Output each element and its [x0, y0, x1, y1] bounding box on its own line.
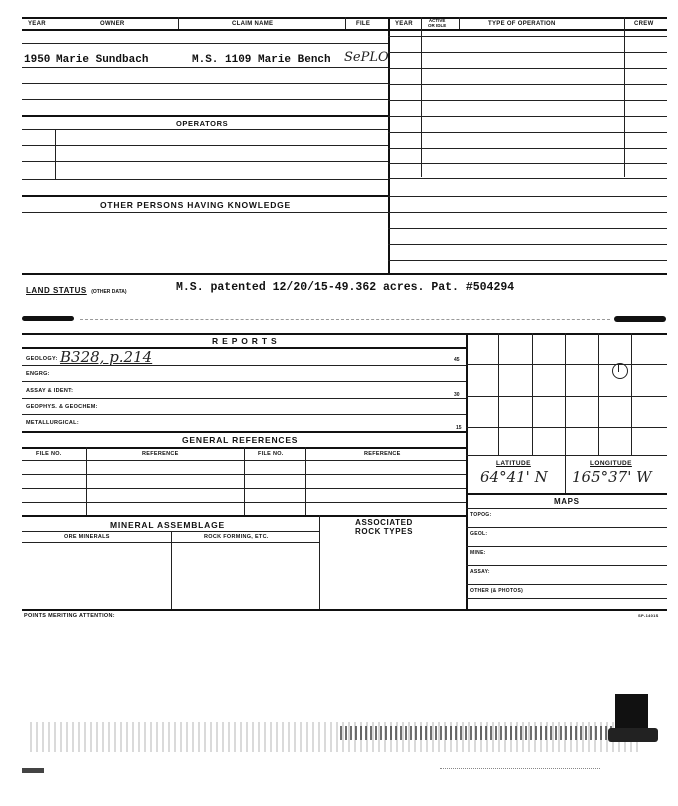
ink-smudge [614, 316, 666, 322]
operators-top-line [22, 115, 388, 117]
land-status-label-group [26, 280, 127, 298]
row-line [22, 502, 466, 503]
num-30: 30 [454, 392, 460, 398]
header-bottom-border [22, 29, 667, 31]
land-status-value: M.S. patented 12/20/15-49.362 acres. Pat. #504294 [176, 281, 515, 294]
year-header: YEAR [28, 21, 46, 27]
type-of-operation-header: TYPE OF OPERATION [488, 21, 556, 27]
right-row-line [388, 228, 667, 229]
grid-line [466, 364, 667, 365]
ref-divider [244, 447, 245, 515]
associated-label-line1: ASSOCIATED [355, 518, 413, 527]
reports-right-divider [466, 333, 468, 609]
entry-owner: Marie Sundbach [56, 54, 149, 66]
row-line [22, 365, 466, 366]
form-code: SP-1401S [638, 613, 659, 618]
row-line [22, 542, 319, 543]
land-status-top-line [22, 273, 667, 275]
latitude-label: LATITUDE [496, 460, 531, 467]
other-persons-top-line [22, 195, 388, 197]
faint-line [440, 768, 600, 769]
maps-geol-label: GEOL: [470, 531, 488, 537]
crew-divider [624, 17, 625, 177]
associated-divider [319, 515, 320, 609]
year2-divider [421, 17, 422, 177]
active-header-line2: OR IDLE [428, 23, 447, 28]
maps-other-label: OTHER (& PHOTOS) [470, 588, 524, 594]
right-row-line [388, 148, 667, 149]
grid-line [498, 333, 499, 455]
right-row-line [388, 260, 667, 261]
ref-divider [86, 447, 87, 515]
mineral-top-line [22, 515, 466, 517]
geophys-label: GEOPHYS. & GEOCHEM: [26, 404, 98, 410]
row-line [22, 161, 388, 162]
row-line [22, 460, 466, 461]
row-line [466, 584, 667, 585]
ref-divider [305, 447, 306, 515]
maps-assay-label: ASSAY: [470, 569, 490, 575]
row-line [22, 129, 388, 130]
associated-label-line2: ROCK TYPES [355, 527, 414, 536]
row-line [22, 83, 388, 84]
assay-ident-label: ASSAY & IDENT: [26, 388, 74, 394]
metallurgical-label: METALLURGICAL: [26, 420, 79, 426]
land-status-label: LAND STATUS [26, 286, 87, 295]
maps-mine-label: MINE: [470, 550, 486, 556]
reference-header-1: REFERENCE [142, 451, 179, 457]
general-references-top [22, 431, 466, 433]
right-row-line [388, 132, 667, 133]
longitude-value-handwritten: 165°37' W [572, 468, 652, 486]
crew-header: CREW [634, 21, 654, 27]
entry-year: 1950 [24, 54, 51, 66]
general-references-label: GENERAL REFERENCES [182, 435, 299, 445]
right-row-line [388, 212, 667, 213]
location-circle-mark [612, 363, 628, 379]
row-line [22, 43, 388, 44]
engrg-label: ENGRG: [26, 371, 50, 377]
maps-label: MAPS [554, 497, 580, 506]
right-row-line [388, 116, 667, 117]
latitude-value-handwritten: 64°41' N [480, 468, 548, 486]
active-divider [459, 17, 460, 29]
row-line [466, 598, 667, 599]
row-line [22, 99, 388, 100]
right-row-line [388, 84, 667, 85]
geology-label: GEOLOGY: [26, 356, 58, 362]
reports-label: R E P O R T S [212, 336, 278, 346]
grid-line [466, 396, 667, 397]
row-line [22, 67, 388, 68]
scan-mark-corner [22, 768, 44, 773]
grid-line [532, 333, 533, 455]
reference-header-2: REFERENCE [364, 451, 401, 457]
scan-mark-block [615, 694, 648, 730]
year2-header: YEAR [395, 21, 413, 27]
file-header: FILE [356, 21, 371, 27]
grid-line [466, 455, 667, 456]
grid-line [631, 333, 632, 455]
other-persons-label: OTHER PERSONS HAVING KNOWLEDGE [100, 200, 292, 210]
row-line [22, 145, 388, 146]
land-status-sub: (OTHER DATA) [91, 289, 127, 295]
scan-noise-dark [340, 726, 620, 740]
location-circle-tick [618, 364, 619, 372]
right-row-line [388, 163, 667, 164]
owner-claim-divider [178, 17, 179, 29]
scan-mark-blot [608, 728, 658, 742]
operators-label: OPERATORS [176, 119, 229, 128]
operators-divider [55, 129, 56, 179]
row-line [466, 546, 667, 547]
owner-header: OWNER [100, 21, 125, 27]
right-row-line [388, 100, 667, 101]
entry-file-handwritten: SePLO [344, 50, 389, 65]
active-header-line1: ACTIVE [428, 18, 446, 23]
row-line [22, 398, 466, 399]
reports-top-line [22, 333, 667, 335]
row-line [22, 212, 388, 213]
right-row-line [388, 196, 667, 197]
mineral-assemblage-label: MINERAL ASSEMBLAGE [110, 520, 225, 530]
associated-rock-types-label [355, 518, 413, 536]
active-header [428, 18, 446, 28]
grid-line [565, 333, 566, 493]
bottom-section-line [22, 609, 667, 611]
right-row-line [388, 178, 667, 179]
longitude-label: LONGITUDE [590, 460, 632, 467]
maps-top-line [466, 493, 667, 495]
file-no-header-2: FILE NO. [258, 451, 284, 457]
right-row-line [388, 36, 667, 37]
row-line [466, 508, 667, 509]
grid-line [466, 427, 667, 428]
row-line [22, 414, 466, 415]
ink-smudge [22, 316, 74, 321]
right-row-line [388, 68, 667, 69]
maps-topog-label: TOPOG: [470, 512, 492, 518]
row-line [22, 474, 466, 475]
file-no-header-1: FILE NO. [36, 451, 62, 457]
row-line [22, 179, 388, 180]
rock-forming-header: ROCK FORMING, ETC. [204, 534, 269, 540]
ore-minerals-header: ORE MINERALS [64, 534, 110, 540]
entry-claim: M.S. 1109 Marie Bench [192, 54, 331, 66]
claim-name-header: CLAIM NAME [232, 21, 274, 27]
row-line [466, 565, 667, 566]
num-45: 45 [454, 357, 460, 363]
row-line [22, 381, 466, 382]
right-row-line [388, 244, 667, 245]
points-meriting-label: POINTS MERITING ATTENTION: [24, 613, 115, 619]
claim-file-divider [345, 17, 346, 29]
row-line [22, 488, 466, 489]
grid-line [598, 333, 599, 455]
right-row-line [388, 52, 667, 53]
geology-value-handwritten: B328, p.214 [60, 348, 153, 366]
faint-line [80, 319, 610, 320]
row-line [466, 527, 667, 528]
num-15: 15 [456, 425, 462, 431]
